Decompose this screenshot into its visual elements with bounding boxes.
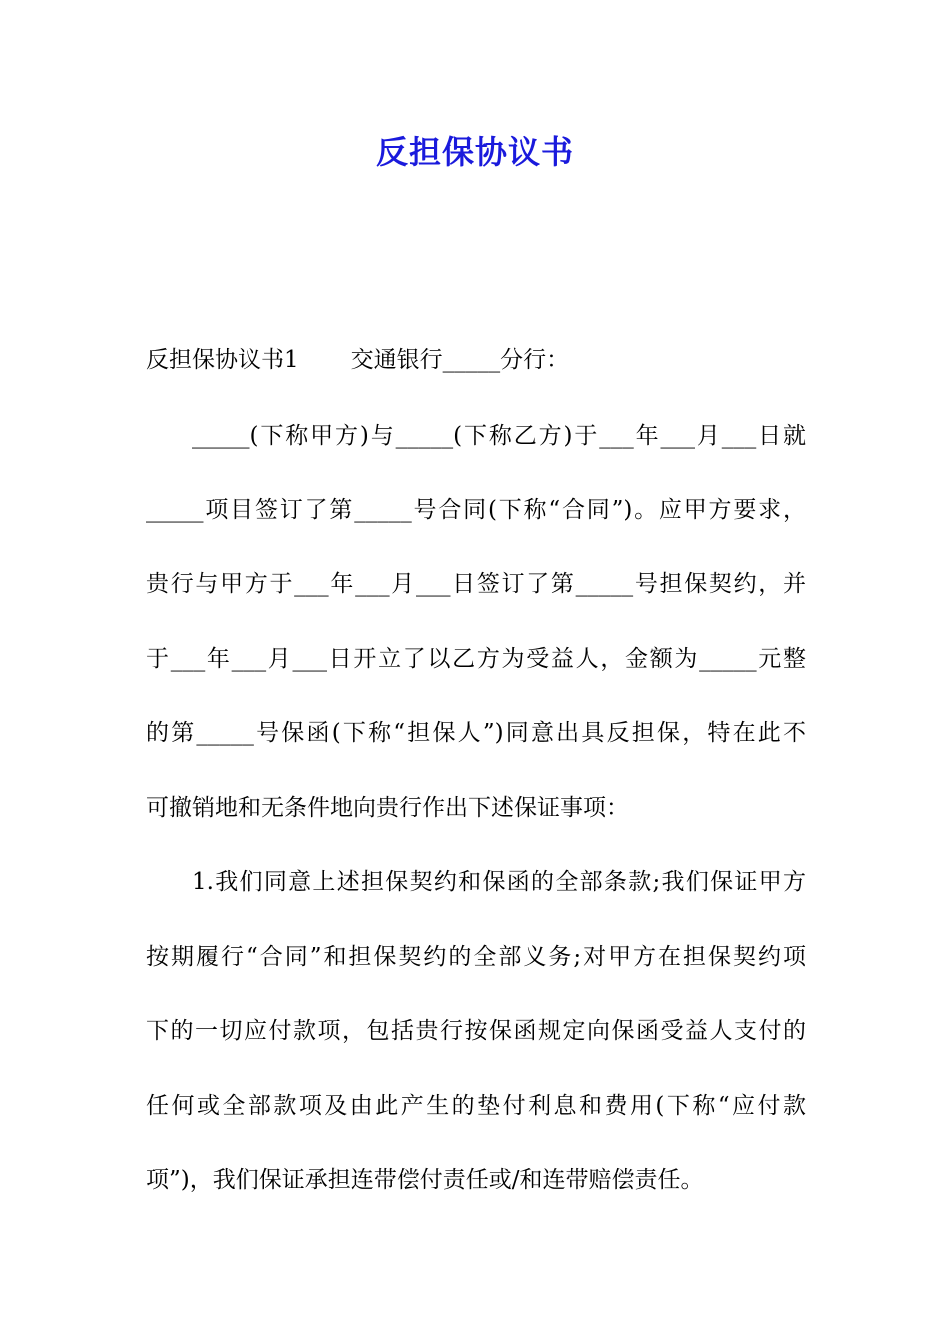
clause-line: 下的一切应付款项，包括贵行按保函规定向保函受益人支付的	[146, 1018, 806, 1044]
paragraph-line: 可撤销地和无条件地向贵行作出下述保证事项：	[146, 795, 629, 821]
paragraph-line: _____项目签订了第_____号合同(下称“合同”)。应甲方要求，	[146, 497, 806, 523]
paragraph-line: 的第_____号保函(下称“担保人”)同意出具反担保，特在此不	[146, 720, 806, 746]
paragraph-line: 于___年___月___日开立了以乙方为受益人，金额为_____元整	[146, 646, 806, 672]
clause-line: 任何或全部款项及由此产生的垫付利息和费用(下称“应付款	[146, 1093, 806, 1119]
paragraph-line: _____(下称甲方)与_____(下称乙方)于___年___月___日就	[192, 423, 806, 449]
clause-line: 项”)，我们保证承担连带偿付责任或/和连带赔偿责任。	[146, 1167, 704, 1193]
addressee: 交通银行_____分行：	[350, 347, 570, 373]
clause-line: 按期履行“合同”和担保契约的全部义务;对甲方在担保契约项	[146, 944, 806, 970]
heading-label: 反担保协议书1	[146, 347, 299, 373]
document-title: 反担保协议书	[375, 133, 574, 171]
paragraph-line: 贵行与甲方于___年___月___日签订了第_____号担保契约，并	[146, 571, 806, 597]
heading-line	[146, 344, 806, 376]
clause-line: 1.我们同意上述担保契约和保函的全部条款;我们保证甲方	[192, 869, 806, 895]
